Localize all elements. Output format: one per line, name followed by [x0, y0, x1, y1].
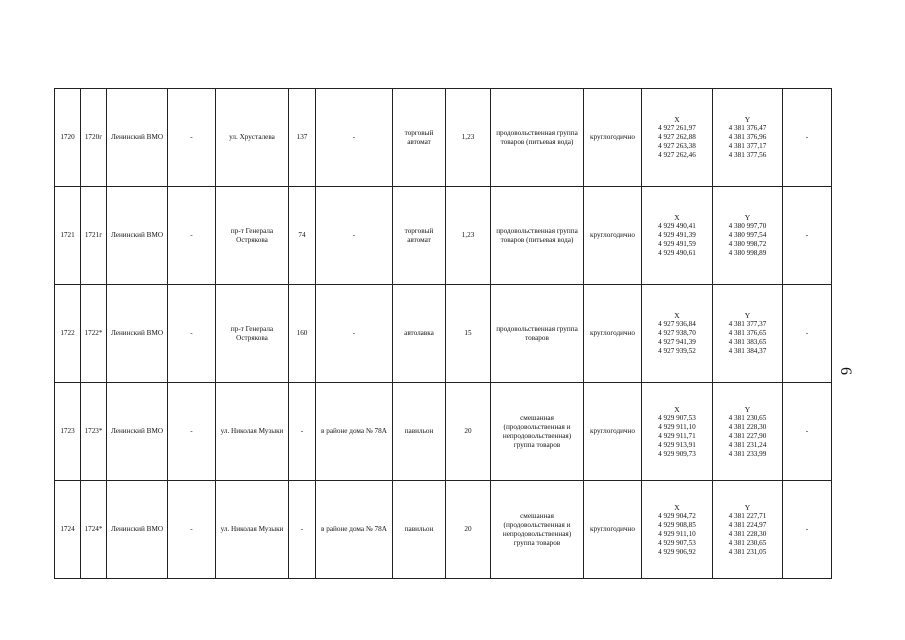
coord-y-value: 4 381 224,97: [728, 520, 767, 529]
coord-x-value: 4 929 491,39: [658, 231, 696, 239]
object-code-cell: 1723*: [81, 383, 107, 481]
period-cell: круглогодично: [584, 285, 642, 383]
coord-x-cell: [642, 187, 713, 285]
coord-y-label: Y: [744, 115, 751, 124]
row-number-cell: 1724: [55, 481, 81, 579]
area-cell: 1,23: [446, 89, 491, 187]
row-number-cell: 1720: [55, 89, 81, 187]
period-cell: круглогодично: [584, 481, 642, 579]
coord-x-label: X: [674, 213, 680, 222]
coord-x-value: 4 927 262,88: [658, 133, 696, 141]
house-number-cell: 160: [289, 285, 316, 383]
coord-x-label: X: [674, 115, 680, 124]
dash-cell: -: [168, 89, 216, 187]
coord-x-value: 4 929 909,73: [658, 449, 696, 458]
coord-x-value: 4 929 906,92: [658, 547, 696, 556]
note-cell: -: [783, 285, 832, 383]
coord-y-label: Y: [744, 311, 751, 320]
coord-y-value: 4 381 230,65: [728, 538, 767, 547]
goods-group-cell: смешанная (продовольственная и непродовольственная) группа товаров: [491, 481, 584, 579]
coord-y-label: Y: [744, 404, 751, 414]
note-cell: -: [783, 383, 832, 481]
dash-cell: -: [168, 187, 216, 285]
street-cell: пр-т Генерала Острякова: [216, 187, 289, 285]
coord-y-value: 4 381 376,96: [728, 133, 767, 141]
object-type-cell: павильон: [393, 481, 446, 579]
coord-y-cell: [713, 89, 783, 187]
coord-x-value: 4 927 941,39: [658, 338, 696, 346]
note-cell: -: [783, 89, 832, 187]
table-row: [55, 187, 832, 285]
coord-y-value: 4 381 383,65: [728, 338, 767, 346]
note-cell: -: [783, 481, 832, 579]
coord-y-value: 4 381 228,30: [728, 422, 767, 431]
row-number-cell: 1722: [55, 285, 81, 383]
page-number: 6: [837, 367, 854, 375]
object-code-cell: 1724*: [81, 481, 107, 579]
coord-x-label: X: [674, 404, 680, 414]
coord-x-value: 4 929 491,59: [658, 240, 696, 248]
coord-x-value: 4 927 939,52: [658, 347, 696, 355]
coord-x-value: 4 927 936,84: [658, 320, 696, 328]
street-cell: ул. Хрусталева: [216, 89, 289, 187]
landmark-cell: -: [316, 89, 393, 187]
coord-y-cell: [713, 383, 783, 481]
coord-x-value: 4 929 904,72: [658, 511, 696, 520]
coord-x-cell: [642, 481, 713, 579]
coord-y-value: 4 381 228,30: [728, 529, 767, 538]
street-cell: ул. Николая Музыки: [216, 481, 289, 579]
dash-cell: -: [168, 285, 216, 383]
coord-x-label: X: [674, 311, 680, 320]
coord-y-value: 4 381 376,65: [728, 329, 767, 337]
object-code-cell: 1721г: [81, 187, 107, 285]
coord-x-value: 4 927 262,46: [658, 151, 696, 159]
coord-x-value: 4 929 913,91: [658, 440, 696, 449]
coord-y-cell: [713, 187, 783, 285]
object-code-cell: 1720г: [81, 89, 107, 187]
coord-y-cell: [713, 481, 783, 579]
dash-cell: -: [168, 481, 216, 579]
period-cell: круглогодично: [584, 89, 642, 187]
coord-x-value: 4 929 490,61: [658, 249, 696, 257]
coord-x-value: 4 929 911,71: [658, 431, 696, 440]
district-cell: Ленинский ВМО: [107, 89, 168, 187]
landmark-cell: -: [316, 285, 393, 383]
coord-x-value: 4 929 908,85: [658, 520, 696, 529]
district-cell: Ленинский ВМО: [107, 383, 168, 481]
coord-x-value: 4 929 907,53: [658, 538, 696, 547]
table-row: [55, 89, 832, 187]
coord-y-value: 4 381 376,47: [728, 124, 767, 132]
table-row: [55, 285, 832, 383]
coord-x-value: 4 929 907,53: [658, 413, 696, 422]
coord-y-value: 4 381 377,37: [728, 320, 767, 328]
coord-y-value: 4 381 377,17: [728, 142, 767, 150]
object-type-cell: торговый автомат: [393, 187, 446, 285]
coord-y-value: 4 381 384,37: [728, 347, 767, 355]
area-cell: 1,23: [446, 187, 491, 285]
coord-y-value: 4 380 998,72: [728, 240, 767, 248]
coord-y-value: 4 380 997,70: [728, 222, 767, 230]
coord-y-value: 4 381 230,65: [728, 413, 767, 422]
coord-y-value: 4 381 231,24: [728, 440, 767, 449]
district-cell: Ленинский ВМО: [107, 285, 168, 383]
coord-x-cell: [642, 89, 713, 187]
object-type-cell: павильон: [393, 383, 446, 481]
period-cell: круглогодично: [584, 383, 642, 481]
dash-cell: -: [168, 383, 216, 481]
coord-x-value: 4 927 938,70: [658, 329, 696, 337]
landmark-cell: в районе дома № 78А: [316, 481, 393, 579]
object-code-cell: 1722*: [81, 285, 107, 383]
coord-x-cell: [642, 383, 713, 481]
goods-group-cell: смешанная (продовольственная и непродовольственная) группа товаров: [491, 383, 584, 481]
table-row: [55, 481, 832, 579]
table-row: [55, 383, 832, 481]
coord-x-value: 4 927 261,97: [658, 124, 696, 132]
period-cell: круглогодично: [584, 187, 642, 285]
coord-y-value: 4 381 231,05: [728, 547, 767, 556]
house-number-cell: 137: [289, 89, 316, 187]
coord-y-label: Y: [744, 213, 751, 222]
street-cell: ул. Николая Музыки: [216, 383, 289, 481]
coord-y-value: 4 381 377,56: [728, 151, 767, 159]
house-number-cell: 74: [289, 187, 316, 285]
goods-group-cell: продовольственная группа товаров (питьевая вода): [491, 89, 584, 187]
coord-x-value: 4 929 911,10: [658, 529, 696, 538]
area-cell: 20: [446, 383, 491, 481]
coord-x-value: 4 929 490,41: [658, 222, 696, 230]
coord-y-value: 4 381 227,71: [728, 511, 767, 520]
coord-x-value: 4 929 911,10: [658, 422, 696, 431]
street-cell: пр-т Генерала Острякова: [216, 285, 289, 383]
coord-y-value: 4 381 227,90: [728, 431, 767, 440]
house-number-cell: -: [289, 481, 316, 579]
note-cell: -: [783, 187, 832, 285]
coord-y-value: 4 380 998,89: [728, 249, 767, 257]
object-type-cell: торговый автомат: [393, 89, 446, 187]
landmark-cell: в районе дома № 78А: [316, 383, 393, 481]
area-cell: 15: [446, 285, 491, 383]
coord-x-value: 4 927 263,38: [658, 142, 696, 150]
area-cell: 20: [446, 481, 491, 579]
coord-y-label: Y: [744, 502, 751, 512]
coord-y-value: 4 381 233,99: [728, 449, 767, 458]
row-number-cell: 1723: [55, 383, 81, 481]
placement-scheme-table: [54, 88, 832, 579]
goods-group-cell: продовольственная группа товаров: [491, 285, 584, 383]
district-cell: Ленинский ВМО: [107, 481, 168, 579]
row-number-cell: 1721: [55, 187, 81, 285]
goods-group-cell: продовольственная группа товаров (питьевая вода): [491, 187, 584, 285]
district-cell: Ленинский ВМО: [107, 187, 168, 285]
coord-y-value: 4 380 997,54: [728, 231, 767, 239]
house-number-cell: -: [289, 383, 316, 481]
coord-y-cell: [713, 285, 783, 383]
coord-x-label: X: [674, 502, 680, 512]
landmark-cell: -: [316, 187, 393, 285]
object-type-cell: автолавка: [393, 285, 446, 383]
coord-x-cell: [642, 285, 713, 383]
